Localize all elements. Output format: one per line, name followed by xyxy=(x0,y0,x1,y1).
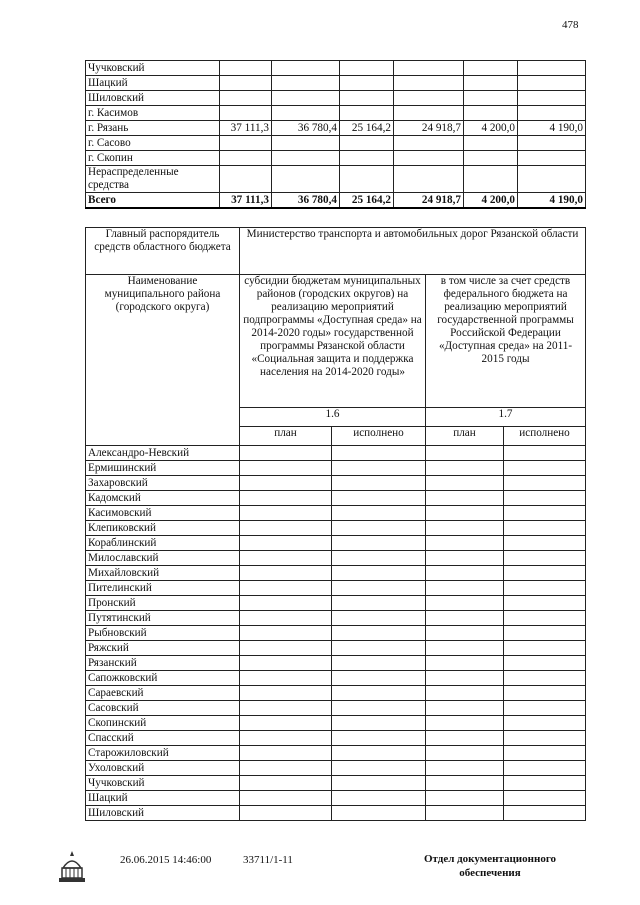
value-cell xyxy=(464,76,518,91)
value-cell xyxy=(240,611,332,626)
table-row xyxy=(86,641,586,656)
table-row xyxy=(86,626,586,641)
value-cell xyxy=(518,151,586,166)
row-name: Нераспределенные средства xyxy=(86,166,220,193)
value-cell xyxy=(240,596,332,611)
value-cell xyxy=(340,61,394,76)
value-cell: 36 780,4 xyxy=(272,193,340,209)
value-cell xyxy=(394,91,464,106)
value-cell xyxy=(220,151,272,166)
municipality-name: Сасовский xyxy=(86,701,240,716)
value-cell: 4 200,0 xyxy=(464,193,518,209)
table-row xyxy=(86,746,586,761)
value-cell xyxy=(426,716,504,731)
value-cell xyxy=(240,761,332,776)
value-cell xyxy=(518,136,586,151)
municipality-name: Касимовский xyxy=(86,506,240,521)
value-cell xyxy=(426,731,504,746)
municipality-name: Михайловский xyxy=(86,566,240,581)
value-cell: 4 190,0 xyxy=(518,121,586,136)
value-cell xyxy=(426,641,504,656)
value-cell: 24 918,7 xyxy=(394,193,464,209)
value-cell xyxy=(272,136,340,151)
value-cell xyxy=(332,626,426,641)
column-b-description: в том числе за счет средств федерального бюджета на реализацию мероприятий государственной программы Российской Федерации «Доступная среда» на 2011-2015 годы xyxy=(426,275,586,408)
value-cell xyxy=(504,566,586,581)
value-cell xyxy=(504,791,586,806)
value-cell xyxy=(332,596,426,611)
value-cell xyxy=(504,596,586,611)
row-name: г. Сасово xyxy=(86,136,220,151)
value-cell xyxy=(426,746,504,761)
value-cell xyxy=(464,166,518,193)
municipality-name: Милославский xyxy=(86,551,240,566)
table-row xyxy=(86,776,586,791)
value-cell xyxy=(240,776,332,791)
table-row xyxy=(86,551,586,566)
table-row xyxy=(86,506,586,521)
value-cell xyxy=(240,476,332,491)
value-cell: 25 164,2 xyxy=(340,193,394,209)
value-cell xyxy=(426,491,504,506)
value-cell xyxy=(394,166,464,193)
municipality-subsidy-table xyxy=(85,227,586,821)
table-row xyxy=(86,151,586,166)
value-cell xyxy=(426,761,504,776)
value-cell xyxy=(332,521,426,536)
value-cell xyxy=(340,91,394,106)
value-cell xyxy=(332,566,426,581)
value-cell xyxy=(240,581,332,596)
value-cell xyxy=(394,61,464,76)
value-cell xyxy=(518,76,586,91)
value-cell xyxy=(426,806,504,821)
row-name: Чучковский xyxy=(86,61,220,76)
department-stamp xyxy=(410,852,570,880)
value-cell xyxy=(332,776,426,791)
value-cell xyxy=(240,626,332,641)
value-cell xyxy=(426,626,504,641)
value-cell xyxy=(240,806,332,821)
value-cell xyxy=(332,491,426,506)
value-cell xyxy=(394,76,464,91)
municipality-name: Шиловский xyxy=(86,806,240,821)
value-cell xyxy=(240,716,332,731)
value-cell xyxy=(332,641,426,656)
value-cell xyxy=(220,61,272,76)
row-name: Шацкий xyxy=(86,76,220,91)
value-cell xyxy=(332,461,426,476)
value-cell xyxy=(504,671,586,686)
value-cell xyxy=(426,701,504,716)
value-cell xyxy=(340,106,394,121)
municipality-name: Рязанский xyxy=(86,656,240,671)
municipality-name: Чучковский xyxy=(86,776,240,791)
table-row xyxy=(86,611,586,626)
value-cell xyxy=(426,776,504,791)
value-cell xyxy=(332,611,426,626)
row-name: Всего xyxy=(86,193,220,209)
value-cell xyxy=(332,686,426,701)
value-cell xyxy=(394,106,464,121)
value-cell xyxy=(504,761,586,776)
table-row xyxy=(86,121,586,136)
value-cell xyxy=(504,686,586,701)
value-cell xyxy=(504,641,586,656)
value-cell xyxy=(464,136,518,151)
value-cell xyxy=(332,536,426,551)
value-cell xyxy=(340,136,394,151)
value-cell xyxy=(332,701,426,716)
value-cell xyxy=(426,581,504,596)
municipality-name: Пронский xyxy=(86,596,240,611)
value-cell xyxy=(426,446,504,461)
value-cell xyxy=(464,106,518,121)
value-cell xyxy=(240,491,332,506)
value-cell xyxy=(426,566,504,581)
value-cell xyxy=(426,506,504,521)
value-cell: 25 164,2 xyxy=(340,121,394,136)
value-cell xyxy=(240,701,332,716)
value-cell xyxy=(504,776,586,791)
value-cell xyxy=(394,151,464,166)
value-cell xyxy=(220,91,272,106)
table-row xyxy=(86,106,586,121)
value-cell xyxy=(504,716,586,731)
table-row xyxy=(86,521,586,536)
table-row xyxy=(86,61,586,76)
table-row xyxy=(86,761,586,776)
value-cell xyxy=(272,166,340,193)
value-cell xyxy=(240,461,332,476)
value-cell xyxy=(464,61,518,76)
municipality-name: Пителинский xyxy=(86,581,240,596)
municipality-name: Ухоловский xyxy=(86,761,240,776)
value-cell xyxy=(240,671,332,686)
value-cell xyxy=(332,791,426,806)
value-cell xyxy=(504,536,586,551)
row-name: г. Скопин xyxy=(86,151,220,166)
footer-doc-number: 33711/1-11 xyxy=(243,854,293,866)
municipality-name: Путятинский xyxy=(86,611,240,626)
value-cell xyxy=(332,746,426,761)
header-row-columns xyxy=(86,275,586,408)
table-row xyxy=(86,581,586,596)
table-row xyxy=(86,446,586,461)
value-cell xyxy=(332,716,426,731)
budget-summary-table xyxy=(85,60,586,209)
value-cell xyxy=(272,151,340,166)
value-cell: 36 780,4 xyxy=(272,121,340,136)
value-cell: 4 200,0 xyxy=(464,121,518,136)
value-cell xyxy=(504,491,586,506)
value-cell xyxy=(220,166,272,193)
value-cell xyxy=(464,151,518,166)
value-cell xyxy=(426,521,504,536)
stamp-line-1: Отдел документационного xyxy=(423,853,557,865)
table-row xyxy=(86,656,586,671)
value-cell xyxy=(504,611,586,626)
value-cell xyxy=(504,731,586,746)
value-cell xyxy=(332,446,426,461)
value-cell xyxy=(504,521,586,536)
value-cell xyxy=(240,521,332,536)
header-row-manager xyxy=(86,228,586,275)
stamp-line-2: обеспечения xyxy=(459,867,521,879)
value-cell xyxy=(504,581,586,596)
value-cell xyxy=(272,76,340,91)
column-b-number: 1.7 xyxy=(426,408,586,427)
row-name: г. Рязань xyxy=(86,121,220,136)
page-number: 478 xyxy=(562,19,579,31)
value-cell xyxy=(518,61,586,76)
table-row xyxy=(86,476,586,491)
value-cell xyxy=(426,656,504,671)
value-cell xyxy=(240,656,332,671)
value-cell xyxy=(332,731,426,746)
value-cell xyxy=(504,506,586,521)
value-cell xyxy=(426,476,504,491)
column-a-number: 1.6 xyxy=(240,408,426,427)
value-cell xyxy=(426,596,504,611)
table-row xyxy=(86,686,586,701)
table-row xyxy=(86,716,586,731)
value-cell xyxy=(220,106,272,121)
value-cell xyxy=(426,791,504,806)
municipality-name: Старожиловский xyxy=(86,746,240,761)
value-cell xyxy=(426,461,504,476)
row-name: г. Касимов xyxy=(86,106,220,121)
value-cell xyxy=(426,551,504,566)
value-cell xyxy=(272,106,340,121)
value-cell xyxy=(340,151,394,166)
municipality-name: Спасский xyxy=(86,731,240,746)
footer-date: 26.06.2015 14:46:00 xyxy=(120,854,212,866)
value-cell xyxy=(504,446,586,461)
value-cell: 24 918,7 xyxy=(394,121,464,136)
table-row xyxy=(86,536,586,551)
value-cell xyxy=(240,731,332,746)
table-row xyxy=(86,701,586,716)
municipality-name: Захаровский xyxy=(86,476,240,491)
value-cell xyxy=(240,446,332,461)
value-cell xyxy=(504,746,586,761)
table-row xyxy=(86,671,586,686)
value-cell xyxy=(340,166,394,193)
value-cell xyxy=(340,76,394,91)
done-header: исполнено xyxy=(504,427,586,446)
plan-header: план xyxy=(426,427,504,446)
value-cell xyxy=(504,461,586,476)
table-row xyxy=(86,91,586,106)
municipality-name: Клепиковский xyxy=(86,521,240,536)
value-cell xyxy=(504,551,586,566)
table-row xyxy=(86,193,586,209)
value-cell xyxy=(240,746,332,761)
value-cell xyxy=(272,61,340,76)
table-row xyxy=(86,791,586,806)
row-name: Шиловский xyxy=(86,91,220,106)
value-cell xyxy=(332,581,426,596)
value-cell xyxy=(332,761,426,776)
value-cell: 37 111,3 xyxy=(220,193,272,209)
value-cell: 4 190,0 xyxy=(518,193,586,209)
main-manager-label: Главный распорядитель средств областного бюджета xyxy=(86,228,240,275)
value-cell xyxy=(426,671,504,686)
value-cell xyxy=(332,551,426,566)
municipality-name: Ряжский xyxy=(86,641,240,656)
table-row xyxy=(86,136,586,151)
table-row xyxy=(86,76,586,91)
table-row xyxy=(86,491,586,506)
value-cell xyxy=(240,506,332,521)
value-cell xyxy=(504,476,586,491)
done-header: исполнено xyxy=(332,427,426,446)
municipality-label: Наименование муниципального района (городского округа) xyxy=(86,275,240,446)
value-cell xyxy=(220,76,272,91)
municipality-name: Александро-Невский xyxy=(86,446,240,461)
value-cell xyxy=(504,701,586,716)
value-cell: 37 111,3 xyxy=(220,121,272,136)
value-cell xyxy=(332,806,426,821)
value-cell xyxy=(504,626,586,641)
value-cell xyxy=(518,106,586,121)
municipality-name: Рыбновский xyxy=(86,626,240,641)
municipality-name: Шацкий xyxy=(86,791,240,806)
value-cell xyxy=(426,611,504,626)
column-a-description: субсидии бюджетам муниципальных районов (городских округов) на реализацию мероприятий подпрограммы «Доступная среда» на 2014-2020 годы» государственной программы Рязанской области «Социальная защита и поддержка населения на 2014-2020 годы» xyxy=(240,275,426,408)
value-cell xyxy=(240,566,332,581)
value-cell xyxy=(518,91,586,106)
municipality-name: Ермишинский xyxy=(86,461,240,476)
municipality-name: Скопинский xyxy=(86,716,240,731)
value-cell xyxy=(240,551,332,566)
municipality-name: Сапожковский xyxy=(86,671,240,686)
municipality-name: Сараевский xyxy=(86,686,240,701)
value-cell xyxy=(240,641,332,656)
value-cell xyxy=(518,166,586,193)
value-cell xyxy=(332,671,426,686)
table-row xyxy=(86,596,586,611)
municipality-name: Кораблинский xyxy=(86,536,240,551)
value-cell xyxy=(464,91,518,106)
table-row xyxy=(86,806,586,821)
value-cell xyxy=(240,536,332,551)
plan-header: план xyxy=(240,427,332,446)
table-row xyxy=(86,166,586,193)
value-cell xyxy=(504,806,586,821)
value-cell xyxy=(240,791,332,806)
value-cell xyxy=(332,506,426,521)
value-cell xyxy=(332,656,426,671)
value-cell xyxy=(332,476,426,491)
value-cell xyxy=(504,656,586,671)
table-row xyxy=(86,461,586,476)
value-cell xyxy=(426,686,504,701)
value-cell xyxy=(272,91,340,106)
value-cell xyxy=(220,136,272,151)
duma-logo-icon xyxy=(55,848,89,886)
value-cell xyxy=(240,686,332,701)
table-row xyxy=(86,566,586,581)
ministry-name: Министерство транспорта и автомобильных дорог Рязанской области xyxy=(240,228,586,275)
value-cell xyxy=(426,536,504,551)
table-row xyxy=(86,731,586,746)
value-cell xyxy=(394,136,464,151)
municipality-name: Кадомский xyxy=(86,491,240,506)
